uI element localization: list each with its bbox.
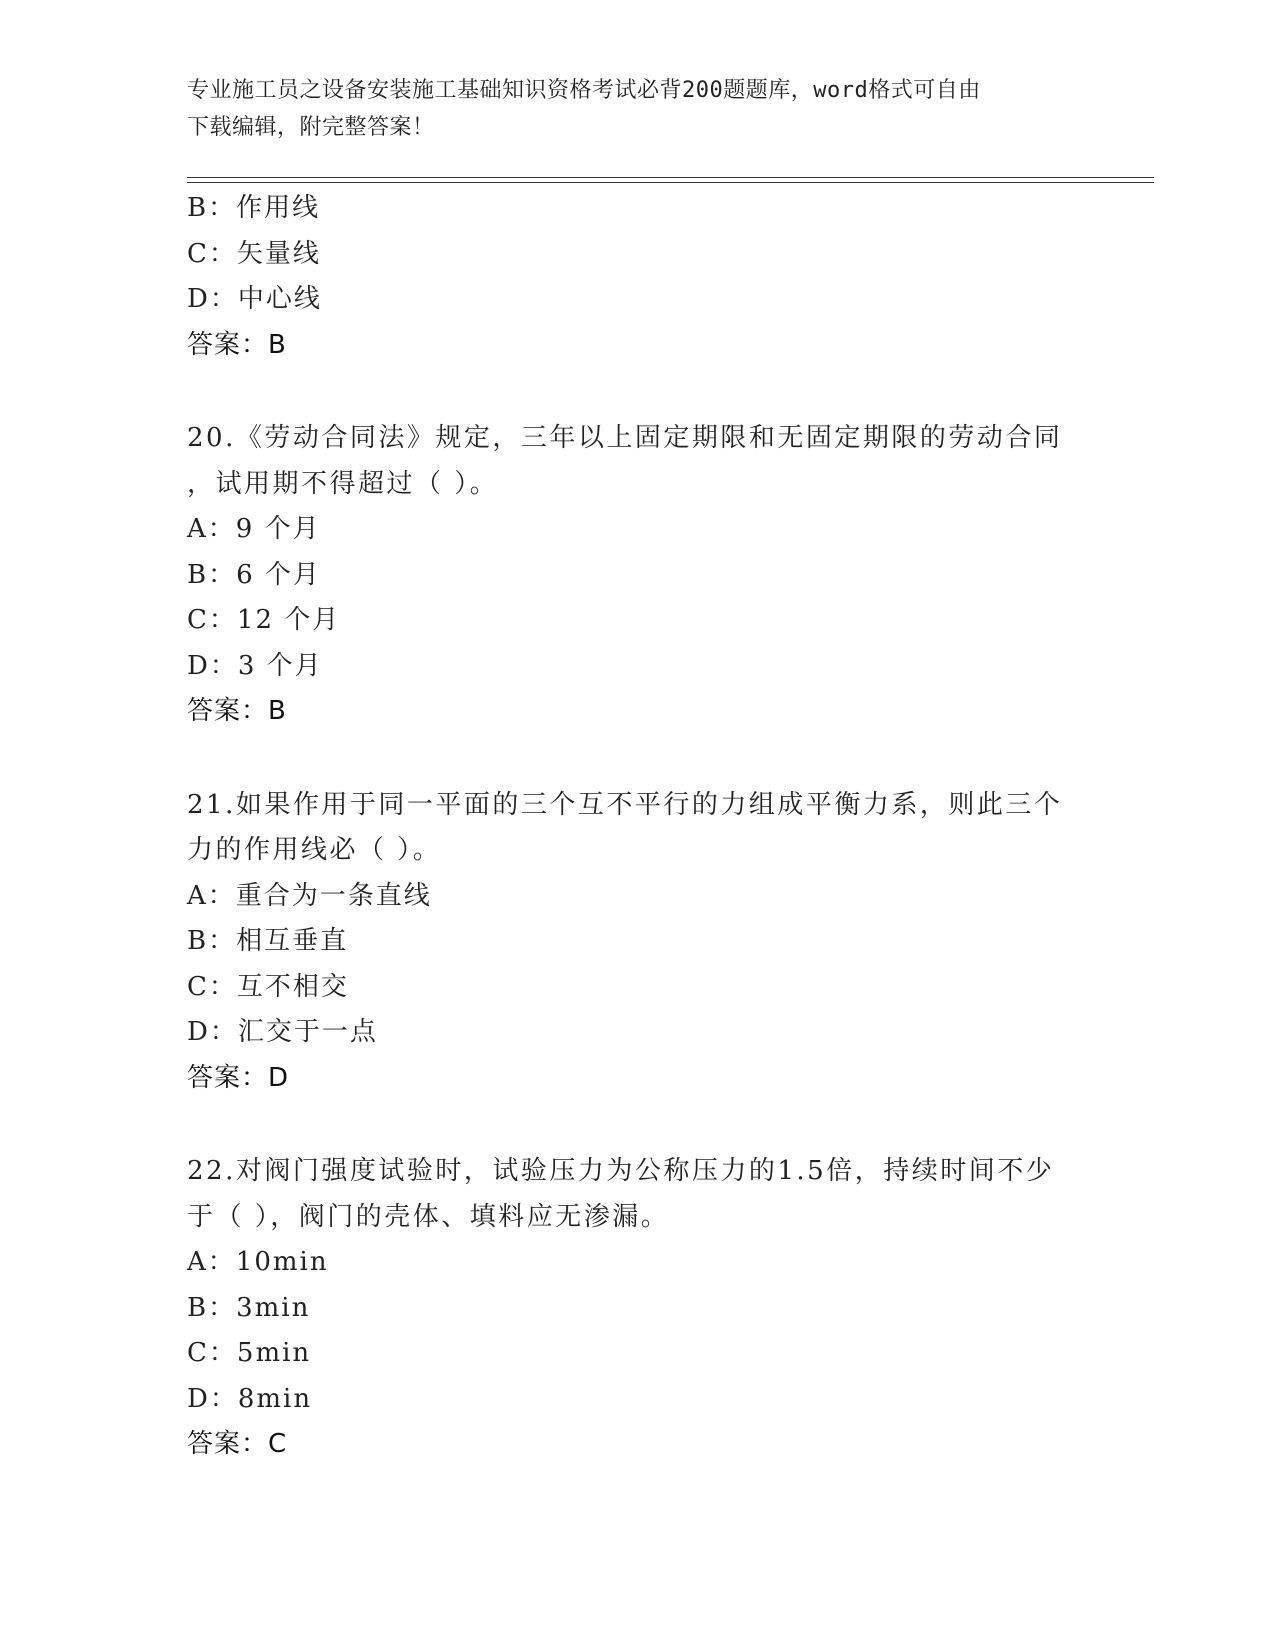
header-title-line-1: 专业施工员之设备安装施工基础知识资格考试必背200题题库，word格式可自由 [187, 78, 981, 103]
option-d: D：中心线 [187, 284, 322, 314]
option-c: C：5min [187, 1338, 312, 1368]
option-b: B：相互垂直 [187, 926, 349, 956]
document-header [187, 72, 1067, 146]
option-b: B：6 个月 [187, 559, 321, 590]
question-20 [187, 416, 1087, 735]
option-d: D：8min [187, 1383, 313, 1414]
question-text-line-2: 力的作用线必（ ）。 [187, 835, 442, 865]
question-content [187, 186, 1087, 1468]
option-d: D：3 个月 [187, 650, 323, 681]
option-c: C：互不相交 [187, 971, 349, 1002]
option-b: B：3min [187, 1292, 311, 1323]
header-title-line-2: 下载编辑，附完整答案！ [187, 115, 435, 140]
question-19-tail [187, 186, 1087, 368]
question-text-line-2: ，试用期不得超过（ ）。 [187, 468, 499, 499]
option-b: B：作用线 [187, 193, 321, 223]
answer-line: 答案：B [187, 696, 287, 726]
option-c: C：矢量线 [187, 238, 321, 269]
question-22 [187, 1149, 1087, 1468]
answer-line: 答案：B [187, 329, 287, 360]
option-c: C：12 个月 [187, 605, 341, 635]
question-text-line-1: 21.如果作用于同一平面的三个互不平行的力组成平衡力系，则此三个 [187, 789, 1063, 820]
question-text-line-1: 22.对阀门强度试验时，试验压力为公称压力的1.5倍，持续时间不少 [187, 1156, 1055, 1186]
header-divider-top [187, 177, 1154, 178]
answer-line: 答案：C [187, 1429, 288, 1459]
question-text-line-2: 于（ ），阀门的壳体、填料应无渗漏。 [187, 1201, 670, 1232]
option-a: A：重合为一条直线 [187, 880, 432, 911]
question-text-line-1: 20.《劳动合同法》规定，三年以上固定期限和无固定期限的劳动合同 [187, 423, 1063, 453]
option-a: A：9 个月 [187, 514, 321, 544]
option-a: A：10min [187, 1247, 329, 1277]
option-d: D：汇交于一点 [187, 1017, 378, 1047]
header-divider-bottom [187, 182, 1154, 183]
answer-line: 答案：D [187, 1062, 290, 1093]
question-21 [187, 783, 1087, 1102]
